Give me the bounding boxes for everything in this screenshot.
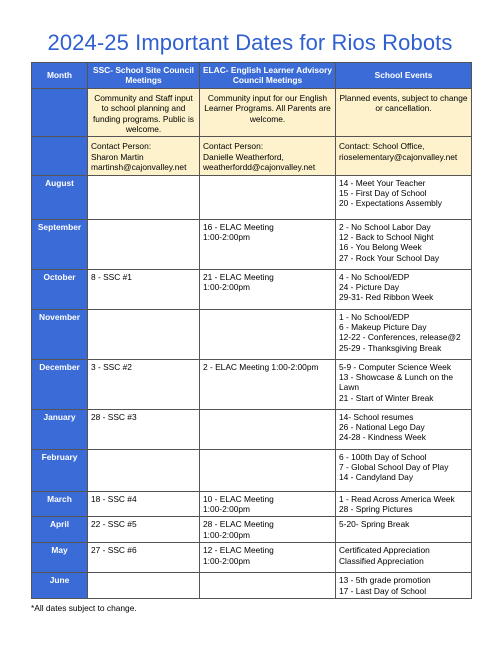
events-entry: 20 - Expectations Assembly (339, 198, 442, 209)
month-row (32, 409, 472, 449)
elac-entry: 1:00-2:00pm (203, 529, 251, 540)
important-dates-table (31, 62, 472, 599)
header-events: School Events (336, 63, 472, 89)
events-entry: 1 - Read Across America Week (339, 493, 455, 504)
events-cell (336, 449, 472, 491)
elac-entry: 12 - ELAC Meeting (203, 545, 274, 556)
elac-entry: 1:00-2:00pm (203, 504, 251, 515)
header-row (32, 63, 472, 89)
events-description: Planned events, subject to change or cancellation. (336, 88, 472, 137)
ssc-contact-email: martinsh@cajonvalley.net (91, 162, 187, 173)
month-name: February (32, 449, 88, 491)
events-entry: 6 - 100th Day of School (339, 451, 427, 462)
ssc-contact (88, 137, 200, 175)
contact-month-cell (32, 137, 88, 175)
ssc-cell (88, 491, 200, 517)
ssc-contact-name: Sharon Martin (91, 151, 144, 162)
events-cell (336, 219, 472, 269)
events-cell (336, 309, 472, 359)
elac-contact-email: weatherfordd@cajonvalley.net (203, 162, 316, 173)
events-entry: 17 - Last Day of School (339, 585, 427, 596)
elac-entry: 1:00-2:00pm (203, 232, 251, 243)
ssc-cell (88, 219, 200, 269)
elac-contact (200, 137, 336, 175)
elac-cell (200, 517, 336, 543)
ssc-entry: 22 - SSC #5 (91, 519, 137, 530)
month-row (32, 359, 472, 409)
elac-entry: 10 - ELAC Meeting (203, 493, 274, 504)
ssc-cell (88, 573, 200, 599)
month-row (32, 543, 472, 573)
events-entry: 15 - First Day of School (339, 188, 427, 199)
events-entry: 14 - Candyland Day (339, 472, 414, 483)
header-month: Month (32, 63, 88, 89)
elac-cell (200, 491, 336, 517)
month-row (32, 517, 472, 543)
elac-entry: 2 - ELAC Meeting 1:00-2:00pm (203, 361, 319, 372)
events-entry: 21 - Start of Winter Break (339, 392, 434, 403)
month-name: January (32, 409, 88, 449)
ssc-cell (88, 409, 200, 449)
month-row (32, 269, 472, 309)
elac-cell (200, 269, 336, 309)
month-name: November (32, 309, 88, 359)
events-entry: 25-29 - Thanksgiving Break (339, 342, 442, 353)
elac-description: Community input for our English Learner Programs. All Parents are welcome. (200, 88, 336, 137)
description-row (32, 88, 472, 137)
events-entry: 12 - Back to School Night (339, 232, 434, 243)
ssc-entry: 28 - SSC #3 (91, 411, 137, 422)
events-entry: 27 - Rock Your School Day (339, 252, 440, 263)
month-row (32, 309, 472, 359)
events-entry: Classified Appreciation (339, 555, 424, 566)
ssc-cell (88, 309, 200, 359)
ssc-contact-label: Contact Person: (91, 141, 152, 152)
month-row (32, 175, 472, 219)
events-entry: 6 - Makeup Picture Day (339, 322, 427, 333)
events-entry: 14 - Meet Your Teacher (339, 177, 426, 188)
elac-cell (200, 573, 336, 599)
ssc-cell (88, 543, 200, 573)
ssc-cell (88, 269, 200, 309)
elac-cell (200, 175, 336, 219)
events-entry: 26 - National Lego Day (339, 422, 425, 433)
events-entry: 5-9 - Computer Science Week (339, 361, 452, 372)
events-entry: 28 - Spring Pictures (339, 504, 413, 515)
month-name: October (32, 269, 88, 309)
month-name: June (32, 573, 88, 599)
contact-row (32, 137, 472, 175)
ssc-entry: 18 - SSC #4 (91, 493, 137, 504)
events-entry: 24-28 - Kindness Week (339, 432, 426, 443)
events-entry: 2 - No School Labor Day (339, 221, 431, 232)
ssc-cell (88, 449, 200, 491)
footnote: *All dates subject to change. (31, 603, 137, 613)
events-cell (336, 359, 472, 409)
ssc-cell (88, 359, 200, 409)
elac-cell (200, 449, 336, 491)
events-entry: 1 - No School/EDP (339, 311, 410, 322)
events-entry: 7 - Global School Day of Play (339, 462, 449, 473)
elac-cell (200, 409, 336, 449)
ssc-entry: 3 - SSC #2 (91, 361, 132, 372)
elac-entry: 16 - ELAC Meeting (203, 221, 274, 232)
month-row (32, 573, 472, 599)
elac-entry: 21 - ELAC Meeting (203, 271, 274, 282)
elac-contact-name: Danielle Weatherford, (203, 151, 284, 162)
elac-entry: 28 - ELAC Meeting (203, 519, 274, 530)
elac-cell (200, 309, 336, 359)
month-row (32, 449, 472, 491)
elac-entry: 1:00-2:00pm (203, 282, 251, 293)
events-entry: Certificated Appreciation (339, 545, 430, 556)
month-name: May (32, 543, 88, 573)
month-name: September (32, 219, 88, 269)
events-contact (336, 137, 472, 175)
ssc-description: Community and Staff input to school planning and funding programs. Public is welcome. (88, 88, 200, 137)
month-name: December (32, 359, 88, 409)
ssc-cell (88, 175, 200, 219)
elac-contact-label: Contact Person: (203, 141, 264, 152)
elac-cell (200, 359, 336, 409)
events-entry: 14- School resumes (339, 411, 414, 422)
events-entry: 4 - No School/EDP (339, 271, 410, 282)
description-month-cell (32, 88, 88, 137)
events-entry: 12-22 - Conferences, release@2 (339, 332, 461, 343)
events-entry: Lawn (339, 382, 360, 393)
header-ssc: SSC- School Site Council Meetings (88, 63, 200, 89)
header-elac: ELAC- English Learner Advisory Council Meetings (200, 63, 336, 89)
events-entry: 24 - Picture Day (339, 282, 400, 293)
events-cell (336, 269, 472, 309)
month-name: April (32, 517, 88, 543)
events-entry: 13 - Showcase & Lunch on the (339, 372, 454, 383)
events-cell (336, 491, 472, 517)
events-cell (336, 175, 472, 219)
events-entry: 5-20- Spring Break (339, 519, 410, 530)
events-cell (336, 409, 472, 449)
events-entry: 13 - 5th grade promotion (339, 575, 431, 586)
ssc-cell (88, 517, 200, 543)
ssc-entry: 27 - SSC #6 (91, 545, 137, 556)
month-row (32, 491, 472, 517)
events-cell (336, 543, 472, 573)
events-entry: 29-31- Red Ribbon Week (339, 292, 434, 303)
ssc-entry: 8 - SSC #1 (91, 271, 132, 282)
elac-cell (200, 543, 336, 573)
events-cell (336, 517, 472, 543)
month-name: August (32, 175, 88, 219)
month-row (32, 219, 472, 269)
month-name: March (32, 491, 88, 517)
events-contact-email: rioselementary@cajonvalley.net (339, 151, 458, 162)
elac-entry: 1:00-2:00pm (203, 555, 251, 566)
page-title: 2024-25 Important Dates for Rios Robots (47, 30, 453, 55)
events-cell (336, 573, 472, 599)
events-contact-label: Contact: School Office, (339, 141, 425, 152)
elac-cell (200, 219, 336, 269)
events-entry: 16 - You Belong Week (339, 242, 422, 253)
